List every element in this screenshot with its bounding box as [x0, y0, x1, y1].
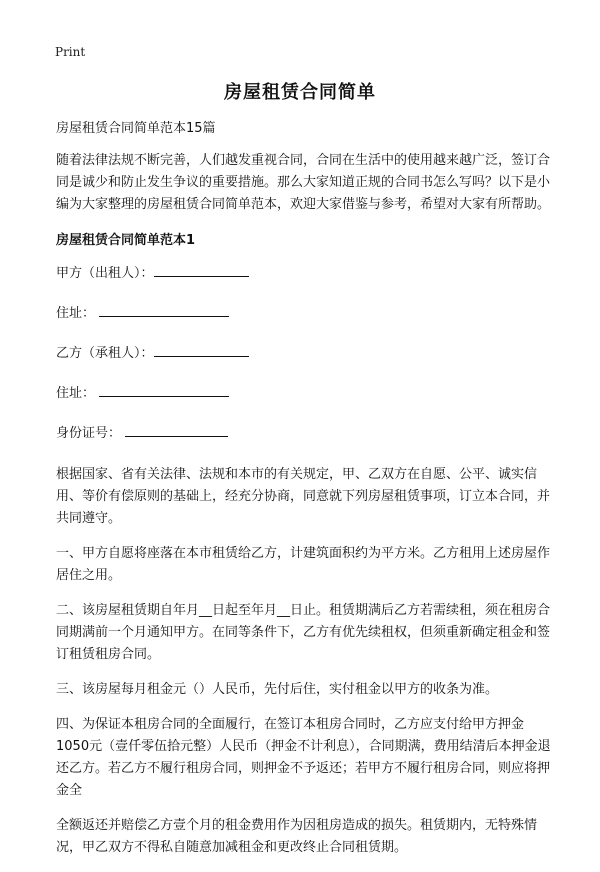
section-heading: 房屋租赁合同简单范本1 [56, 233, 196, 248]
document-subtitle: 房屋租赁合同简单范本15篇 [56, 121, 216, 136]
id-number-label: 身份证号： [56, 426, 122, 441]
paragraph-clause-3: 三、该房屋每月租金元（）人民币，先付后住，实付租金以甲方的收条为准。 [56, 682, 499, 697]
paragraph-clause-4-continued: 全额返还并赔偿乙方壹个月的租金费用作为因租房造成的损失。租赁期内，无特殊情况，甲乙双方不得私自随意加减租金和更改终止合同租赁期。 [56, 818, 538, 855]
party-a-blank [154, 262, 249, 277]
paragraph-clause-1: 一、甲方自愿将座落在本市租赁给乙方，计建筑面积约为平方米。乙方租用上述房屋作居住之用。 [56, 546, 551, 583]
address-b-blank [99, 382, 229, 397]
document-title: 房屋租赁合同简单 [224, 82, 376, 103]
id-number-field [56, 422, 552, 444]
party-b-blank [154, 342, 249, 357]
paragraph-clause-4: 四、为保证本租房合同的全面履行，在签订本租房合同时，乙方应支付给甲方押金1050元（壹仟零伍拾元整）人民币（押金不计利息），合同期满，费用结清后本押金退还乙方。若乙方不履行租房合同，则押金不予返还；若甲方不履行租房合同，则应将押金全 [56, 717, 551, 798]
address-b-field [56, 382, 552, 404]
address-a-field [56, 302, 552, 324]
paragraph-preamble: 根据国家、省有关法律、法规和本市的有关规定，甲、乙双方在自愿、公平、诚实信用、等价有偿原则的基础上，经充分协商，同意就下列房屋租赁事项，订立本合同，并共同遵守。 [56, 467, 551, 526]
paragraph-clause-2: 二、该房屋租赁期自年月__日起至年月__日止。租赁期满后乙方若需续租，须在租房合同期满前一个月通知甲方。在同等条件下，乙方有优先续租权，但须重新确定租金和签订租赁租房合同。 [56, 603, 551, 662]
party-a-field [56, 262, 552, 284]
document-body [56, 118, 552, 872]
party-b-field [56, 342, 552, 364]
address-a-label: 住址： [56, 306, 96, 321]
address-a-blank [99, 302, 229, 317]
party-a-label: 甲方（出租人）： [56, 266, 154, 281]
id-number-blank [125, 422, 228, 437]
address-b-label: 住址： [56, 386, 96, 401]
intro-paragraph: 随着法律法规不断完善，人们越发重视合同，合同在生活中的使用越来越广泛，签订合同是诚少和防止发生争议的重要措施。那么大家知道正规的合同书怎么写吗？以下是小编为大家整理的房屋租赁合同简单范本，欢迎大家借鉴与参考，希望对大家有所帮助。 [56, 153, 551, 212]
print-link[interactable]: Print [55, 45, 86, 59]
party-b-label: 乙方（承租人）： [56, 346, 154, 361]
